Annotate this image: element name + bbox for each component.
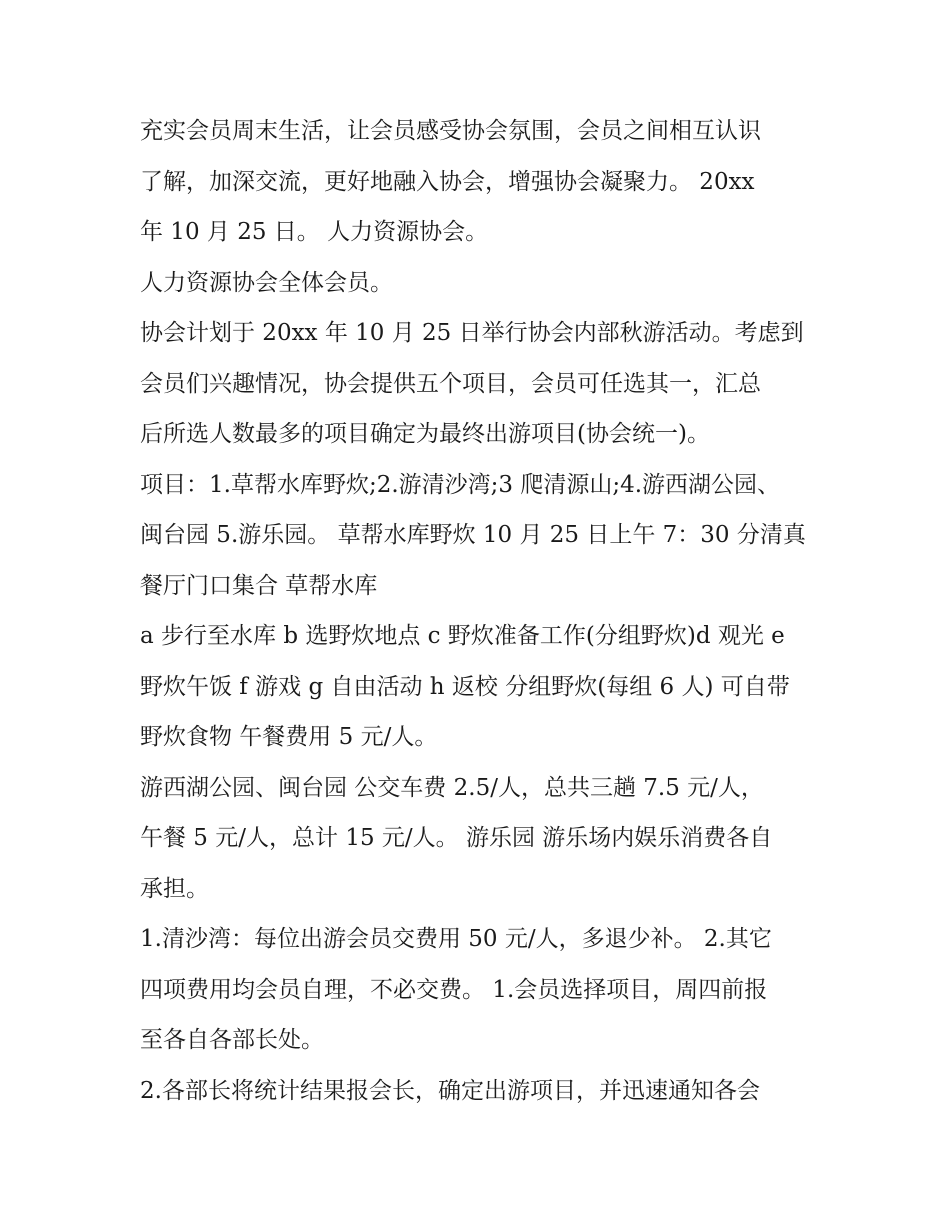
text-line: 协会计划于 20xx 年 10 月 25 日举行协会内部秋游活动。考虑到	[140, 320, 804, 346]
text-line: 游西湖公园、闽台园 公交车费 2.5/人，总共三趟 7.5 元/人，	[140, 774, 764, 801]
text-line: 会员们兴趣情况，协会提供五个项目，会员可任选其一，汇总	[140, 370, 761, 397]
text-line: 项目：1.草帮水库野炊;2.游清沙湾;3 爬清源山;4.游西湖公园、	[140, 471, 781, 498]
text-line: 野炊午饭 f 游戏 g 自由活动 h 返校 分组野炊(每组 6 人) 可自带	[140, 673, 790, 700]
text-line: 充实会员周末生活，让会员感受协会氛围，会员之间相互认识	[140, 118, 761, 144]
text-line: 四项费用均会员自理，不必交费。 1.会员选择项目，周四前报	[140, 976, 768, 1003]
text-line: 1.清沙湾：每位出游会员交费用 50 元/人，多退少补。 2.其它	[140, 926, 772, 952]
text-line: 2.各部长将统计结果报会长，确定出游项目，并迅速通知各会	[140, 1077, 760, 1104]
text-line: 年 10 月 25 日。 人力资源协会。	[140, 219, 489, 245]
text-line: a 步行至水库 b 选野炊地点 c 野炊准备工作(分组野炊)d 观光 e	[140, 623, 785, 649]
text-line: 野炊食物 午餐费用 5 元/人。	[140, 724, 438, 750]
text-line: 餐厅门口集合 草帮水库	[140, 572, 378, 599]
text-line: 至各自各部长处。	[140, 1027, 324, 1053]
text-line: 人力资源协会全体会员。	[140, 269, 393, 296]
text-line: 了解，加深交流，更好地融入协会，增强协会凝聚力。 20xx	[140, 168, 755, 195]
text-line: 后所选人数最多的项目确定为最终出游项目(协会统一)。	[140, 421, 710, 447]
text-line: 闽台园 5.游乐园。 草帮水库野炊 10 月 25 日上午 7：30 分清真	[140, 522, 806, 548]
text-line: 午餐 5 元/人，总计 15 元/人。 游乐园 游乐场内娱乐消费各自	[140, 825, 773, 851]
text-line: 承担。	[140, 875, 209, 902]
document-body	[140, 106, 812, 1116]
